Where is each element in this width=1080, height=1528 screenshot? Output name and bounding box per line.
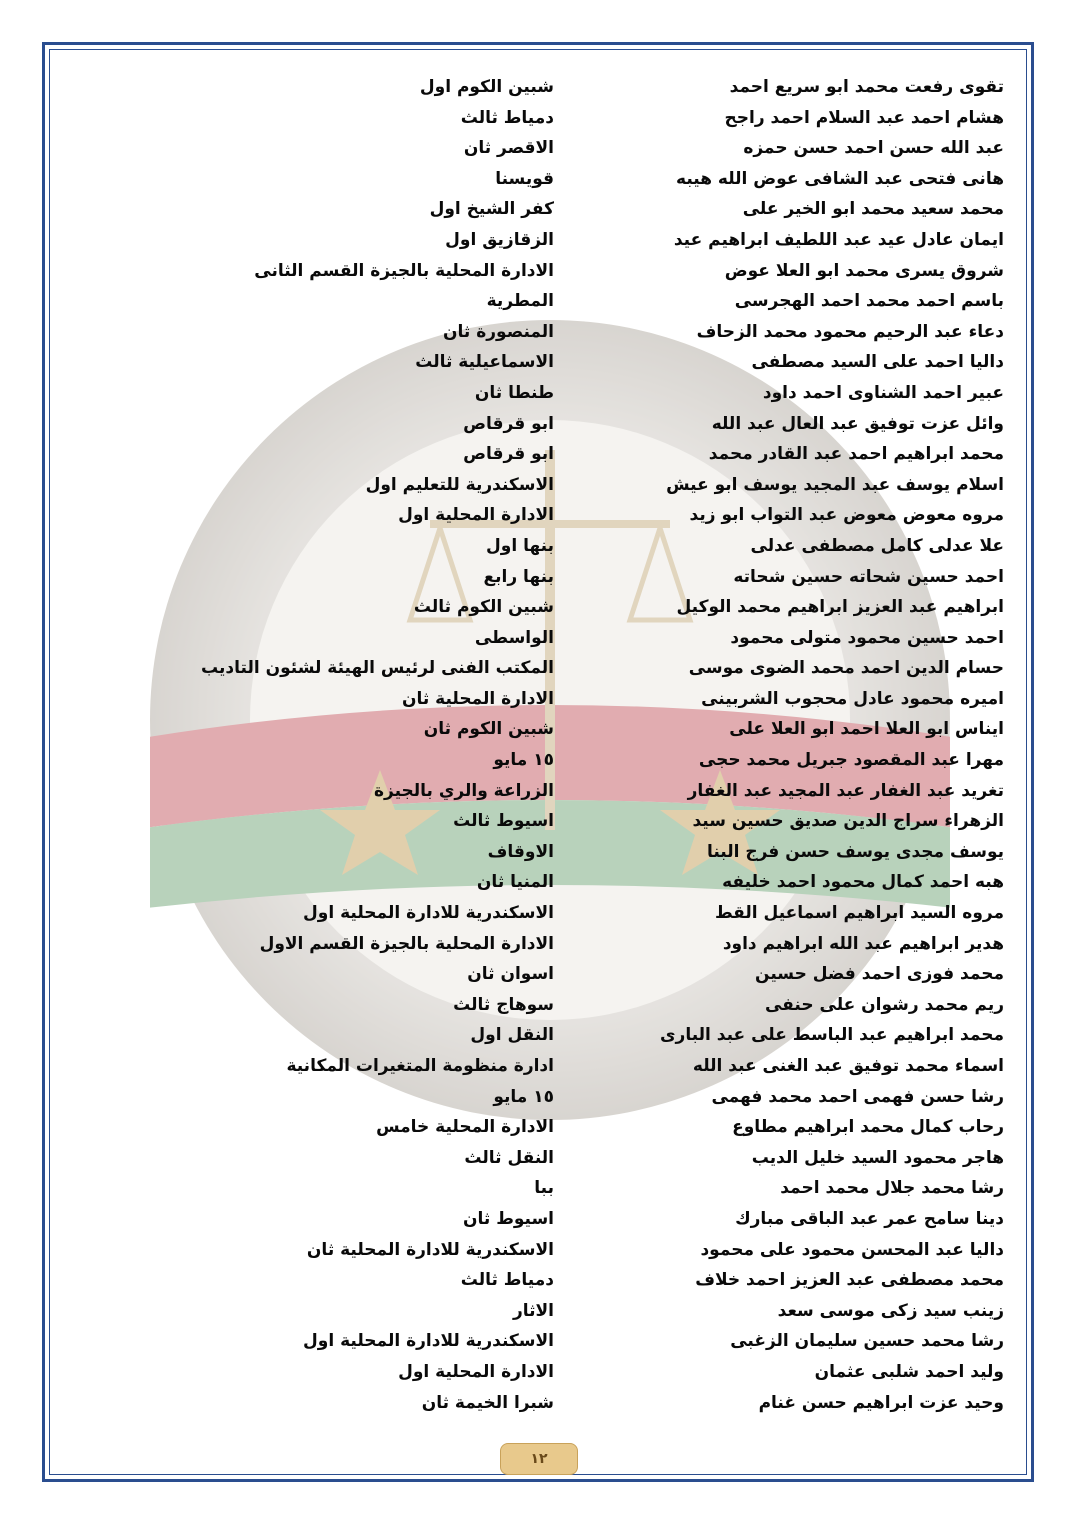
workplace: الادارة المحلية بالجيزة القسم الاول (259, 933, 554, 954)
person-name: حسام الدين احمد محمد الضوى موسى (688, 658, 1004, 679)
list-item (60, 286, 1020, 317)
workplace: المطرية (486, 291, 554, 312)
list-item (60, 164, 1020, 195)
workplace: ١٥ مايو (493, 750, 554, 771)
workplace: الادارة المحلية بالجيزة القسم الثانى (254, 260, 554, 281)
person-name: ريم محمد رشوان على حنفى (764, 994, 1004, 1015)
workplace: دمياط ثالث (460, 107, 554, 128)
workplace: شبين الكوم اول (419, 77, 554, 97)
workplace: الواسطى (474, 627, 554, 648)
person-name: باسم احمد محمد احمد الهجرسى (734, 291, 1004, 312)
person-name: اسلام يوسف عبد المجيد يوسف ابو عيش (666, 474, 1004, 495)
person-name: مهرا عبد المقصود جبريل محمد حجى (698, 750, 1004, 771)
person-name: يوسف مجدى يوسف حسن فرج البنا (706, 841, 1004, 862)
person-name: داليا احمد على السيد مصطفى (751, 352, 1004, 373)
list-item (60, 653, 1020, 684)
person-name: علا عدلى كامل مصطفى عدلى (750, 535, 1004, 556)
list-item (60, 592, 1020, 623)
person-name: هاجر محمود السيد خليل الديب (751, 1147, 1004, 1168)
list-item (60, 837, 1020, 868)
workplace: دمياط ثالث (460, 1270, 554, 1291)
list-item (60, 347, 1020, 378)
workplace: المنيا ثان (476, 872, 554, 893)
list-item (60, 317, 1020, 348)
workplace: الادارة المحلية ثان (401, 688, 554, 709)
person-name: الزهراء سراج الدين صديق حسين سيد (692, 811, 1004, 832)
workplace: الاسكندرية للادارة المحلية اول (303, 903, 554, 924)
workplace: الزقازيق اول (445, 229, 554, 250)
workplace: الاسكندرية للادارة المحلية اول (303, 1331, 554, 1352)
list-item (60, 1265, 1020, 1296)
list-item (60, 1326, 1020, 1357)
person-name: اميره محمود عادل محجوب الشربينى (701, 688, 1004, 709)
person-name: عبد الله حسن احمد حسن حمزه (743, 138, 1004, 159)
list-item (60, 898, 1020, 929)
workplace: ببا (534, 1178, 554, 1199)
person-name: محمد مصطفى عبد العزيز احمد خلاف (695, 1270, 1004, 1291)
workplace: اسيوط ثالث (453, 811, 554, 832)
list-item (60, 1235, 1020, 1266)
person-name: احمد حسين شحاته حسين شحاته (733, 566, 1004, 587)
person-name: هدير ابراهيم عبد الله ابراهيم داود (722, 933, 1004, 954)
person-name: اسماء محمد توفيق عبد الغنى عبد الله (692, 1056, 1004, 1076)
list-item (60, 776, 1020, 807)
person-name: رشا حسن فهمى احمد محمد فهمى (711, 1086, 1004, 1107)
workplace: ابو قرقاص (463, 444, 554, 465)
workplace: قويسنا (495, 168, 554, 189)
person-name: وائل عزت توفيق عبد العال عبد الله (711, 413, 1004, 434)
list-item (60, 929, 1020, 960)
person-name: رحاب كمال محمد ابراهيم مطاوع (732, 1117, 1004, 1138)
person-name: ايناس ابو العلا احمد ابو العلا على (729, 719, 1004, 740)
person-name: دعاء عبد الرحيم محمود محمد الزحاف (696, 321, 1004, 342)
workplace: بنها اول (486, 535, 554, 556)
person-name: داليا عبد المحسن محمود على محمود (700, 1239, 1004, 1260)
workplace: شبين الكوم ثالث (413, 597, 554, 618)
workplace: الادارة المحلية اول (398, 505, 554, 526)
workplace: الزراعة والري بالجيزة (373, 780, 554, 801)
list-item (60, 1388, 1020, 1419)
person-name: رشا محمد جلال محمد احمد (780, 1178, 1004, 1199)
list-item (60, 1112, 1020, 1143)
person-name: ابراهيم عبد العزيز ابراهيم محمد الوكيل (676, 597, 1004, 618)
person-name: وحيد عزت ابراهيم حسن غنام (758, 1392, 1004, 1413)
list-item (60, 745, 1020, 776)
list-item (60, 1143, 1020, 1174)
list-item (60, 72, 1020, 103)
person-name: محمد ابراهيم احمد عبد القادر محمد (708, 444, 1004, 465)
list-item (60, 225, 1020, 256)
list-item (60, 439, 1020, 470)
workplace: الاسكندرية للادارة المحلية ثان (306, 1239, 554, 1260)
workplace: شبرا الخيمة ثان (421, 1392, 554, 1413)
workplace: الاثار (512, 1300, 554, 1321)
workplace: سوهاج ثالث (453, 994, 554, 1015)
workplace: ١٥ مايو (493, 1086, 554, 1107)
list-item (60, 990, 1020, 1021)
person-name: محمد ابراهيم عبد الباسط على عبد البارى (659, 1025, 1004, 1046)
workplace: المنصورة ثان (443, 321, 554, 342)
list-item (60, 470, 1020, 501)
workplace: شبين الكوم ثان (423, 719, 554, 740)
list-item (60, 103, 1020, 134)
person-name: شروق يسرى محمد ابو العلا عوض (724, 260, 1004, 281)
workplace: النقل ثالث (464, 1147, 554, 1168)
workplace: ادارة منظومة المتغيرات المكانية (286, 1056, 554, 1076)
person-name: محمد فوزى احمد فضل حسين (755, 964, 1004, 985)
page-number: ١٢ (500, 1443, 578, 1475)
person-name: تغريد عبد الغفار عبد المجيد عبد الغفار (687, 780, 1004, 801)
person-name: مروه السيد ابراهيم اسماعيل القط (714, 903, 1004, 924)
list-item (60, 133, 1020, 164)
workplace: الادارة المحلية اول (398, 1361, 554, 1382)
workplace: بنها رابع (483, 566, 554, 587)
list-item (60, 1082, 1020, 1113)
list-item (60, 1020, 1020, 1051)
list-item (60, 531, 1020, 562)
workplace: كفر الشيخ اول (429, 199, 554, 220)
list-item (60, 806, 1020, 837)
list-item (60, 1051, 1020, 1082)
list-item (60, 1204, 1020, 1235)
list-item (60, 378, 1020, 409)
list-item (60, 959, 1020, 990)
list-item (60, 1173, 1020, 1204)
person-name: احمد حسين محمود متولى محمود (730, 627, 1004, 648)
person-name: هانى فتحى عبد الشافى عوض الله هيبه (676, 168, 1004, 189)
list-item (60, 714, 1020, 745)
person-name: مروه معوض معوض عبد التواب ابو زيد (689, 505, 1004, 526)
list-item (60, 1296, 1020, 1327)
workplace: طنطا ثان (474, 382, 554, 403)
workplace: ابو قرقاص (463, 413, 554, 434)
person-name: وليد احمد شلبى عثمان (814, 1361, 1004, 1382)
person-name: عبير احمد الشناوى احمد داود (762, 382, 1004, 403)
person-name: هبه احمد كمال محمود احمد خليفه (722, 872, 1004, 893)
workplace: الاقصر ثان (463, 138, 554, 159)
workplace: الاسماعيلية ثالث (415, 352, 554, 373)
workplace: اسيوط ثان (463, 1208, 554, 1229)
list-item (60, 256, 1020, 287)
person-name: هشام احمد عبد السلام احمد راجح (724, 107, 1004, 128)
person-name: ايمان عادل عيد عبد اللطيف ابراهيم عيد (673, 229, 1004, 250)
list-item (60, 684, 1020, 715)
list-item (60, 194, 1020, 225)
person-name: محمد سعيد محمد ابو الخير على (742, 199, 1004, 220)
list-item (60, 409, 1020, 440)
workplace: النقل اول (470, 1025, 554, 1046)
names-list (60, 72, 1020, 1418)
list-item (60, 1357, 1020, 1388)
list-item (60, 623, 1020, 654)
person-name: دينا سامح عمر عبد الباقى مبارك (735, 1208, 1004, 1229)
list-item (60, 867, 1020, 898)
workplace: الاوقاف (487, 841, 554, 862)
workplace: المكتب الفنى لرئيس الهيئة لشئون التاديب (201, 658, 554, 679)
person-name: زينب سيد زكى موسى سعد (777, 1300, 1004, 1321)
person-name: رشا محمد حسين سليمان الزغبى (730, 1331, 1004, 1352)
workplace: اسوان ثان (467, 964, 554, 985)
workplace: الادارة المحلية خامس (376, 1117, 554, 1138)
list-item (60, 562, 1020, 593)
list-item (60, 500, 1020, 531)
workplace: الاسكندرية للتعليم اول (365, 474, 554, 495)
person-name: تقوى رفعت محمد ابو سريع احمد (729, 77, 1004, 97)
